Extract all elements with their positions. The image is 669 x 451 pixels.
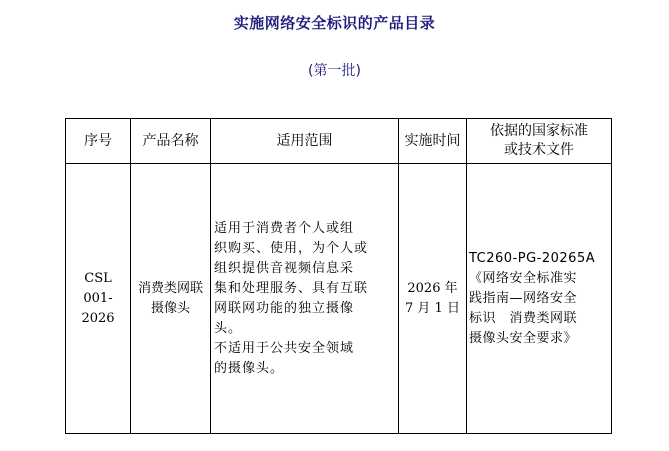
scope-line4: 集和处理服务、具有互联: [214, 280, 369, 296]
name-line2: 摄像头: [150, 300, 190, 316]
header-effective-date: 实施时间: [399, 119, 467, 164]
cell-scope: [211, 164, 399, 434]
table-row: [66, 164, 612, 434]
scope-line2: 织购买、使用，为个人或: [214, 240, 369, 256]
date-line2: 7 月 1 日: [405, 300, 460, 316]
cell-id: [66, 164, 131, 434]
standard-code: TC260-PG-20265A: [469, 250, 596, 266]
cell-effective-date: [399, 164, 467, 434]
header-id: 序号: [66, 119, 131, 164]
name-line1: 消费类网联: [137, 280, 203, 296]
document-title: 实施网络安全标识的产品目录: [233, 14, 436, 32]
date-line1: 2026 年: [407, 280, 458, 296]
standard-line2: 践指南—网络安全: [469, 290, 578, 306]
scope-line1: 适用于消费者个人或组: [214, 220, 355, 236]
standard-line1: 《网络安全标准实: [469, 270, 578, 286]
cell-product-name: [131, 164, 211, 434]
id-line1: CSL: [84, 270, 112, 286]
product-catalog-table: [65, 118, 612, 434]
scope-line7: 不适用于公共安全领域: [214, 340, 355, 356]
header-standard-line1: 依据的国家标准: [490, 123, 588, 139]
scope-line8: 的摄像头。: [214, 360, 285, 376]
cell-standard: [467, 164, 612, 434]
table-header-row: [66, 119, 612, 164]
header-standard: [467, 119, 612, 164]
scope-line6: 头。: [214, 320, 243, 336]
scope-line3: 组织提供音视频信息采: [214, 260, 355, 276]
standard-line3: 标识 消费类网联: [469, 310, 578, 326]
scope-line5: 网联网功能的独立摄像: [214, 300, 355, 316]
header-scope: 适用范围: [211, 119, 399, 164]
header-standard-line2: 或技术文件: [504, 142, 574, 158]
standard-line4: 摄像头安全要求》: [469, 330, 578, 346]
id-line2: 001-2026: [81, 290, 115, 326]
header-product-name: 产品名称: [131, 119, 211, 164]
document-subtitle: (第一批): [308, 63, 361, 79]
